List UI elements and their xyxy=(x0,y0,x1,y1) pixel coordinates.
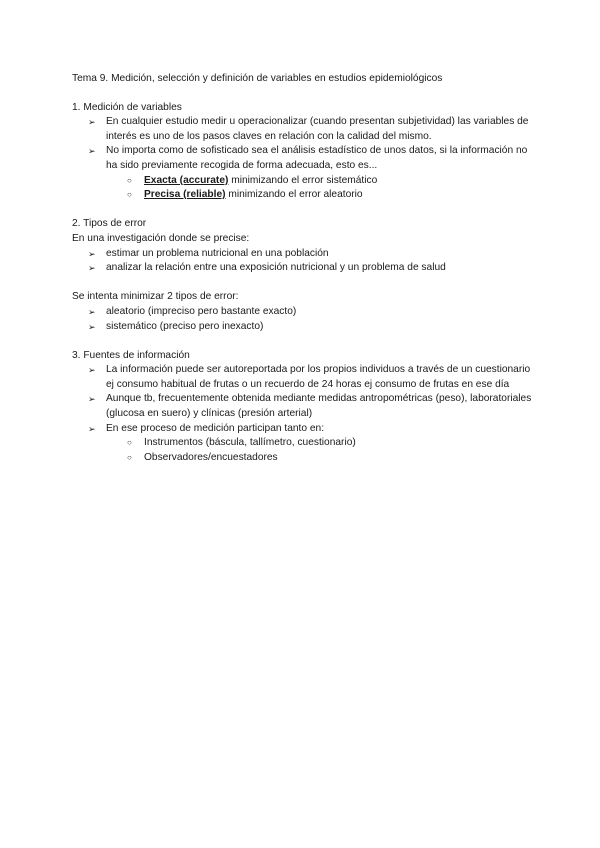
circle-bullet-icon: ○ xyxy=(127,190,132,200)
arrow-bullet-icon: ➢ xyxy=(88,263,96,274)
section-heading: 2. Tipos de error xyxy=(72,218,147,230)
circle-bullet-icon: ○ xyxy=(127,452,132,462)
section-fuentes xyxy=(72,349,532,466)
bullet-list xyxy=(72,115,532,203)
arrow-bullet-icon: ➢ xyxy=(88,321,96,332)
list-item-text: Aunque tb, frecuentemente obtenida mediante medidas antropométricas (peso), laboratoriales (glucosa en suero) y clínicas (presión arterial) xyxy=(106,393,532,420)
sub-list-item-text: Observadores/encuestadores xyxy=(144,451,278,463)
list-item xyxy=(88,422,532,466)
list-item xyxy=(88,261,532,276)
arrow-bullet-icon: ➢ xyxy=(88,394,96,405)
list-item xyxy=(88,363,532,392)
bullet-list xyxy=(72,247,532,276)
arrow-bullet-icon: ➢ xyxy=(88,423,96,434)
section-heading: 1. Medición de variables xyxy=(72,101,182,113)
bullet-list xyxy=(72,305,532,334)
list-item-text: No importa como de sofisticado sea el análisis estadístico de unos datos, si la información no ha sido previamente recogida de forma adecuada, esto es... xyxy=(106,145,528,171)
arrow-bullet-icon: ➢ xyxy=(88,117,96,128)
list-item-text: sistemático (preciso pero inexacto) xyxy=(106,320,264,332)
list-item xyxy=(88,392,532,421)
section-tipos-error xyxy=(72,217,532,334)
list-item xyxy=(88,144,532,202)
sub-list-item-text: Instrumentos (báscula, tallímetro, cuestionario) xyxy=(144,437,356,449)
section-intro: En una investigación donde se precise: xyxy=(72,232,250,244)
document-title: Tema 9. Medición, selección y definición de variables en estudios epidemiológicos xyxy=(72,73,443,84)
list-item xyxy=(88,115,532,144)
arrow-bullet-icon: ➢ xyxy=(88,365,96,376)
sub-list-item xyxy=(127,436,532,451)
sub-list-item-text: minimizando el error aleatorio xyxy=(225,189,363,201)
bullet-list xyxy=(72,363,532,465)
circle-bullet-icon: ○ xyxy=(127,175,132,185)
list-item xyxy=(88,320,532,335)
document-page xyxy=(72,72,532,465)
section-heading: 3. Fuentes de información xyxy=(72,349,190,361)
sub-bullet-list xyxy=(106,174,532,203)
term-exacta: Exacta (accurate) xyxy=(144,174,229,186)
sub-list-item xyxy=(127,188,532,203)
list-item-text: analizar la relación entre una exposición nutricional y un problema de salud xyxy=(106,262,446,274)
circle-bullet-icon: ○ xyxy=(127,438,132,448)
section-intro: Se intenta minimizar 2 tipos de error: xyxy=(72,291,239,303)
list-item-text: En ese proceso de medición participan tanto en: xyxy=(106,422,325,434)
list-item xyxy=(88,247,532,262)
section-medicion xyxy=(72,101,532,203)
list-item-text: En cualquier estudio medir u operacionalizar (cuando presentan subjetividad) las variables de interés es uno de los pasos claves en relación con la calidad del mismo. xyxy=(106,116,529,142)
list-item-text: La información puede ser autoreportada por los propios individuos a través de un cuestionario ej consumo habitual de frutas o un recuerdo de 24 horas ej consumo de frutas en ese día xyxy=(106,364,531,390)
arrow-bullet-icon: ➢ xyxy=(88,306,96,317)
arrow-bullet-icon: ➢ xyxy=(88,248,96,259)
list-item-text: aleatorio (impreciso pero bastante exacto) xyxy=(106,305,297,317)
list-item xyxy=(88,305,532,320)
sub-list-item-text: minimizando el error sistemático xyxy=(228,174,378,186)
list-item-text: estimar un problema nutricional en una población xyxy=(106,247,329,259)
arrow-bullet-icon: ➢ xyxy=(88,146,96,157)
sub-bullet-list xyxy=(106,436,532,465)
term-precisa: Precisa (reliable) xyxy=(144,189,226,201)
sub-list-item xyxy=(127,451,532,466)
sub-list-item xyxy=(127,174,532,189)
